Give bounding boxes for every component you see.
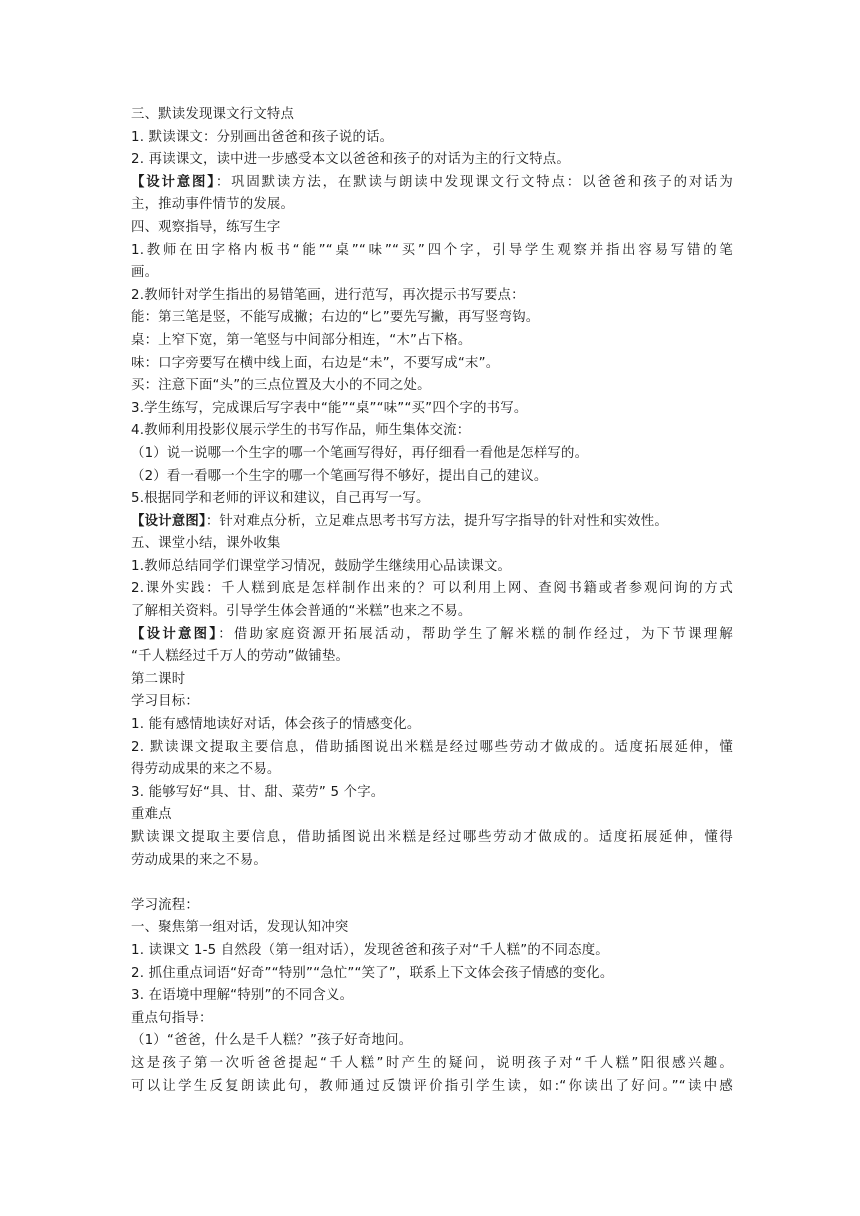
- text-line: [131, 1030, 733, 1053]
- document-page: [131, 104, 733, 1098]
- line-text: 三、默读发现课文行文特点: [131, 107, 295, 122]
- line-text: 重点句指导：: [131, 1010, 213, 1026]
- text-line: [131, 601, 733, 624]
- line-text: 桌：上窄下宽，第一笔竖与中间部分相连，“木”占下格。: [131, 332, 472, 348]
- text-line: [131, 827, 733, 850]
- text-line: [131, 714, 733, 737]
- text-line: [131, 737, 733, 760]
- text-line: [131, 285, 733, 308]
- line-text: 默读课文提取主要信息，借助插图说出米糕是经过哪些劳动才做成的。适度拓展延伸，懂得: [131, 830, 733, 845]
- text-line: [131, 127, 733, 150]
- line-text: 得劳动成果的来之不易。: [131, 762, 281, 778]
- text-line: [131, 240, 733, 263]
- text-line: [131, 759, 733, 782]
- text-line: [131, 149, 733, 172]
- line-text: ：巩固默读方法，在默读与朗读中发现课文行文特点：以爸爸和孩子的对话为: [215, 174, 733, 190]
- line-text: 五、课堂小结，课外收集: [131, 536, 281, 552]
- line-text: 3.学生练写，完成课后写字表中“能”“桌”“味”“买”四个字的书写。: [131, 400, 528, 416]
- text-line: [131, 1053, 733, 1076]
- line-text: 1.教师在田字格内板书“能”“桌”“味”“买”四个字，引导学生观察并指出容易写错的笔: [131, 242, 733, 258]
- design-intent-label: 【设计意图】: [131, 626, 219, 642]
- line-text: 1. 能有感情地读好对话，体会孩子的情感变化。: [131, 717, 421, 733]
- line-text: 了解相关资料。引导学生体会普通的“米糕”也来之不易。: [131, 604, 472, 620]
- text-line: [131, 194, 733, 217]
- text-line: [131, 533, 733, 556]
- text-line: [131, 556, 733, 579]
- line-text: 主，推动事件情节的发展。: [131, 197, 295, 213]
- text-line: [131, 172, 733, 195]
- line-text: 2.课外实践：千人糕到底是怎样制作出来的？可以利用上网、查阅书籍或者参观问询的方式: [131, 581, 733, 597]
- line-text: 这是孩子第一次听爸爸提起“千人糕”时产生的疑问，说明孩子对“千人糕”阳很感兴趣。: [131, 1055, 733, 1071]
- text-line: [131, 669, 733, 692]
- text-line: [131, 420, 733, 443]
- line-text: 5.根据同学和老师的评议和建议，自己再写一写。: [131, 491, 430, 507]
- line-text: 1. 读课文 1-5 自然段（第一组对话），发现爸爸和孩子对“千人糕”的不同态度。: [131, 942, 609, 958]
- line-text: 买：注意下面“头”的三点位置及大小的不同之处。: [131, 378, 431, 394]
- text-line: [131, 466, 733, 489]
- line-text: 四、观察指导，练写生字: [131, 219, 281, 235]
- line-text: ：借助家庭资源开拓展活动，帮助学生了解米糕的制作经过，为下节课理解: [218, 626, 733, 642]
- text-line: [131, 398, 733, 421]
- text-line: [131, 262, 733, 285]
- line-text: 可以让学生反复朗读此句，教师通过反馈评价指引学生读，如:“你读出了好问。”“读中感: [131, 1078, 733, 1094]
- line-text: 4.教师利用投影仪展示学生的书写作品，师生集体交流：: [131, 423, 471, 439]
- line-text: 1.教师总结同学们课堂学习情况，鼓励学生继续用心品读课文。: [131, 558, 512, 574]
- line-text: 2. 再读课文，读中进一步感受本文以爸爸和孩子的对话为主的行文特点。: [131, 152, 570, 168]
- line-text: ：针对难点分析，立足难点思考书写方法，提升写字指导的针对性和实效性。: [205, 513, 668, 529]
- design-intent-label: 【设计意图】: [131, 174, 216, 190]
- text-line: [131, 1076, 733, 1099]
- line-text: （2）看一看哪一个生字的哪一个笔画写得不够好，提出自己的建议。: [131, 468, 548, 484]
- blank-line: [131, 872, 733, 895]
- line-text: 一、聚焦第一组对话，发现认知冲突: [131, 920, 349, 936]
- line-text: （1）说一说哪一个生字的哪一个笔画写得好，再仔细看一看他是怎样写的。: [131, 445, 589, 461]
- text-line: [131, 353, 733, 376]
- line-text: 劳动成果的来之不易。: [131, 852, 267, 868]
- text-line: [131, 104, 733, 127]
- text-line: [131, 963, 733, 986]
- text-line: [131, 330, 733, 353]
- text-line: [131, 578, 733, 601]
- line-text: 能：第三笔是竖，不能写成撇；右边的“匕”要先写撇，再写竖弯钩。: [131, 310, 540, 326]
- line-text: 3. 能够写好“具、甘、甜、菜劳” 5 个字。: [131, 784, 385, 800]
- text-line: [131, 895, 733, 918]
- line-text: 第二课时: [131, 671, 186, 687]
- line-text: 味：口字旁要写在横中线上面，右边是“未”，不要写成“末”。: [131, 355, 500, 371]
- line-text: 2. 抓住重点词语“好奇”“特别”“急忙”“笑了”，联系上下文体会孩子情感的变化。: [131, 965, 614, 981]
- line-text: 学习目标：: [131, 694, 199, 710]
- text-line: [131, 804, 733, 827]
- text-line: [131, 985, 733, 1008]
- text-line: [131, 488, 733, 511]
- line-text: 1. 默读课文：分别画出爸爸和孩子说的话。: [131, 129, 394, 145]
- line-text: “千人糕经过千万人的劳动”做铺垫。: [131, 649, 350, 665]
- text-line: [131, 217, 733, 240]
- text-line: [131, 940, 733, 963]
- text-line: [131, 850, 733, 873]
- text-line: [131, 917, 733, 940]
- text-line: [131, 782, 733, 805]
- text-line: [131, 375, 733, 398]
- text-line: [131, 646, 733, 669]
- text-line: [131, 443, 733, 466]
- line-text: 学习流程：: [131, 897, 199, 913]
- text-line: [131, 307, 733, 330]
- line-text: 2.教师针对学生指出的易错笔画，进行范写，再次提示书写要点：: [131, 287, 525, 303]
- text-line: [131, 691, 733, 714]
- line-text: 2. 默读课文提取主要信息，借助插图说出米糕是经过哪些劳动才做成的。适度拓展延伸，懂: [131, 739, 733, 755]
- line-text: 重难点: [131, 807, 172, 823]
- line-text: 3. 在语境中理解“特别”的不同含义。: [131, 988, 354, 1004]
- design-intent-label: 【设计意图】: [131, 513, 206, 529]
- line-text: （1）“爸爸，什么是千人糕？”孩子好奇地问。: [131, 1033, 413, 1049]
- line-text: 画。: [131, 265, 159, 281]
- text-line: [131, 624, 733, 647]
- text-line: [131, 1008, 733, 1031]
- text-line: [131, 511, 733, 534]
